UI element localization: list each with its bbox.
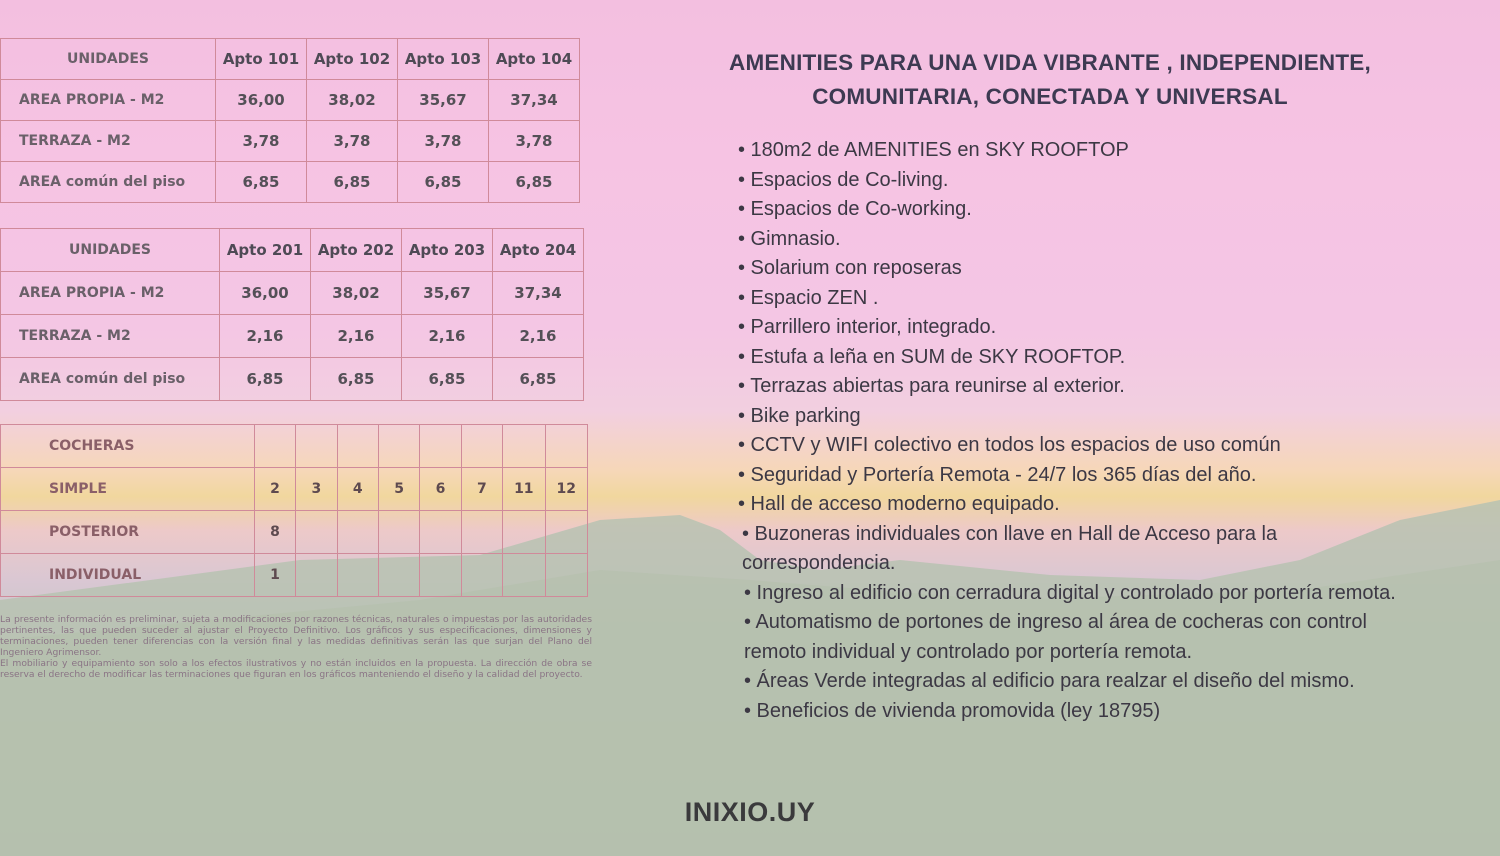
- column-header: Apto 101: [216, 39, 307, 80]
- table-cell: 7: [461, 468, 502, 511]
- table-row: [1, 80, 580, 121]
- column-header: Apto 103: [398, 39, 489, 80]
- row-label: AREA común del piso: [1, 358, 220, 401]
- list-item: • Seguridad y Portería Remota - 24/7 los 365 días del año.: [738, 463, 1257, 486]
- list-item: • Solarium con reposeras: [738, 257, 962, 279]
- row-label: TERRAZA - M2: [1, 315, 220, 358]
- row-label: SIMPLE: [1, 468, 255, 511]
- table-cell: [337, 554, 378, 597]
- table-cell: [337, 511, 378, 554]
- table-row: [1, 468, 588, 511]
- column-header: Apto 102: [307, 39, 398, 80]
- table-cell: [296, 511, 337, 554]
- table-cell: 3: [296, 468, 337, 511]
- table-cell: 3,78: [307, 121, 398, 162]
- table-cell: [420, 554, 461, 597]
- list-item: • Hall de acceso moderno equipado.: [738, 493, 1060, 515]
- list-item: • Beneficios de vivienda promovida (ley 18795): [744, 699, 1161, 722]
- disclaimer-paragraph: El mobiliario y equipamiento son solo a los efectos ilustrativos y no están incluidos en la propuesta. La dirección de obra se reserva el derecho de modificar las terminaciones que figuran en los gráficos manteniendo el diseño y la calidad del proyecto.: [0, 658, 592, 680]
- table-cell: [545, 554, 587, 597]
- table-cell: [296, 554, 337, 597]
- table-row: [1, 121, 580, 162]
- table-cell: 6,85: [402, 358, 493, 401]
- table-cell: 6,85: [216, 162, 307, 203]
- table-cell: 8: [254, 511, 295, 554]
- list-item: • 180m2 de AMENITIES en SKY ROOFTOP: [738, 139, 1129, 161]
- column-header: Apto 202: [311, 229, 402, 272]
- list-item: • Estufa a leña en SUM de SKY ROOFTOP.: [738, 345, 1126, 368]
- table-cell: 2,16: [220, 315, 311, 358]
- table-cell: 4: [337, 468, 378, 511]
- table-cell: 37,34: [489, 80, 580, 121]
- table-cell: 11: [503, 468, 545, 511]
- table-cell: [503, 511, 545, 554]
- table-header-unidades: UNIDADES: [1, 39, 216, 80]
- table-cell: 6,85: [489, 162, 580, 203]
- table-cell: 3,78: [398, 121, 489, 162]
- table-row: [1, 425, 588, 468]
- row-label: POSTERIOR: [1, 511, 255, 554]
- table-row: [1, 315, 584, 358]
- cocheras-header: COCHERAS: [1, 425, 255, 468]
- list-item-continuation: remoto individual y controlado por portería remota.: [744, 640, 1193, 663]
- table-cell: 35,67: [398, 80, 489, 121]
- table-header-unidades: UNIDADES: [1, 229, 220, 272]
- table-cell: [545, 511, 587, 554]
- amenities-title-line: AMENITIES PARA UNA VIDA VIBRANTE , INDEPENDIENTE,: [729, 50, 1371, 75]
- table-cell: 38,02: [307, 80, 398, 121]
- table-row: [1, 511, 588, 554]
- table-cell: 6,85: [220, 358, 311, 401]
- amenities-title: [700, 46, 1400, 114]
- column-header: Apto 104: [489, 39, 580, 80]
- table-cell: [378, 554, 419, 597]
- legal-disclaimer: [0, 614, 592, 680]
- column-header: Apto 203: [402, 229, 493, 272]
- list-item: • Espacios de Co-living.: [738, 168, 949, 191]
- table-cell: 2,16: [402, 315, 493, 358]
- units-table-floor-1: [0, 38, 580, 203]
- table-cell: 1: [254, 554, 295, 597]
- table-cell: 2,16: [311, 315, 402, 358]
- cocheras-table: [0, 424, 588, 597]
- list-item: • Ingreso al edificio con cerradura digital y controlado por portería remota.: [744, 581, 1396, 604]
- table-cell: 36,00: [216, 80, 307, 121]
- column-header: Apto 204: [493, 229, 584, 272]
- table-cell: [461, 554, 502, 597]
- list-item: • Terrazas abiertas para reunirse al exterior.: [738, 375, 1125, 397]
- table-cell: [378, 511, 419, 554]
- table-cell: 6,85: [311, 358, 402, 401]
- amenities-title-line: COMUNITARIA, CONECTADA Y UNIVERSAL: [812, 84, 1288, 109]
- list-item: • Espacio ZEN .: [738, 286, 879, 309]
- table-cell: 2,16: [493, 315, 584, 358]
- list-item-continuation: correspondencia.: [742, 552, 896, 574]
- table-row: [1, 554, 588, 597]
- disclaimer-paragraph: La presente información es preliminar, sujeta a modificaciones por razones técnicas, naturales o impuestas por las autoridades pertinentes, las que pueden suceder al ajustar el Proyecto Definitivo. Los gráficos y sus especificaciones, dimensiones y terminaciones, pueden tener diferencias con la versión final y las medidas definitivas serán las que surjan del Plano del Ingeniero Agrimensor.: [0, 614, 592, 658]
- table-row: [1, 162, 580, 203]
- list-item: • Buzoneras individuales con llave en Hall de Acceso para la: [742, 522, 1278, 545]
- table-cell: [503, 554, 545, 597]
- table-cell: 38,02: [311, 272, 402, 315]
- table-cell: 37,34: [493, 272, 584, 315]
- amenities-list: [738, 136, 1498, 726]
- table-row: [1, 272, 584, 315]
- table-cell: 12: [545, 468, 587, 511]
- table-cell: 6,85: [307, 162, 398, 203]
- table-cell: 6: [420, 468, 461, 511]
- table-cell: 6,85: [493, 358, 584, 401]
- table-cell: 3,78: [489, 121, 580, 162]
- table-cell: 3,78: [216, 121, 307, 162]
- list-item: • Áreas Verde integradas al edificio para realzar el diseño del mismo.: [744, 670, 1355, 692]
- row-label: AREA PROPIA - M2: [1, 272, 220, 315]
- list-item: • Espacios de Co-working.: [738, 198, 972, 220]
- table-cell: [420, 511, 461, 554]
- table-row: [1, 358, 584, 401]
- list-item: • Bike parking: [738, 404, 861, 427]
- table-cell: 2: [254, 468, 295, 511]
- table-cell: 36,00: [220, 272, 311, 315]
- brand-website: INIXIO.UY: [684, 797, 816, 827]
- table-cell: 6,85: [398, 162, 489, 203]
- row-label: AREA PROPIA - M2: [1, 80, 216, 121]
- column-header: Apto 201: [220, 229, 311, 272]
- table-cell: 5: [378, 468, 419, 511]
- list-item: • Gimnasio.: [738, 227, 841, 250]
- row-label: AREA común del piso: [1, 162, 216, 203]
- list-item: • CCTV y WIFI colectivo en todos los espacios de uso común: [738, 434, 1281, 456]
- table-cell: [461, 511, 502, 554]
- row-label: INDIVIDUAL: [1, 554, 255, 597]
- row-label: TERRAZA - M2: [1, 121, 216, 162]
- table-cell: 35,67: [402, 272, 493, 315]
- list-item: • Parrillero interior, integrado.: [738, 316, 997, 338]
- units-table-floor-2: [0, 228, 584, 401]
- list-item: • Automatismo de portones de ingreso al área de cocheras con control: [744, 611, 1367, 633]
